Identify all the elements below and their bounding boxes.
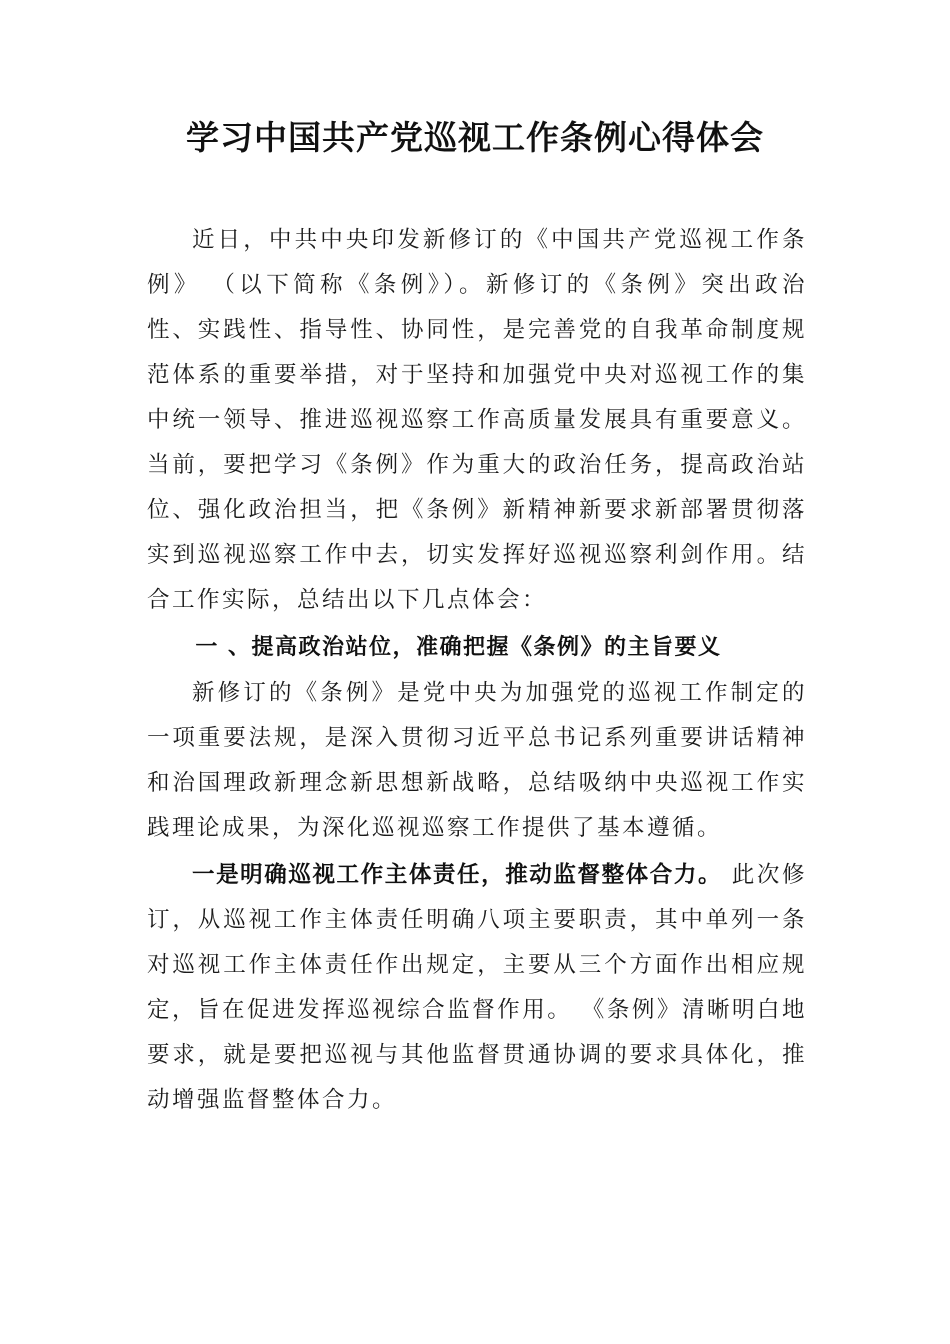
- document-title: 学习中国共产党巡视工作条例心得体会: [186, 118, 764, 157]
- point-1-paragraph: [147, 853, 807, 1123]
- intro-paragraph: 近日，中共中央印发新修订的《中国共产党巡视工作条例》 （以下简称《条例》）。新修订的《条例》突出政治性、实践性、指导性、协同性，是完善党的自我革命制度规范体系的重要举措，对于坚持和加强党中央对巡视工作的集中统一领导、推进巡视巡察工作高质量发展具有重要意义。当前，要把学习《条例》作为重大的政治任务，提高政治站位、强化政治担当，把《条例》新精神新要求新部署贯彻落实到巡视巡察工作中去，切实发挥好巡视巡察利剑作用。结合工作实际，总结出以下几点体会：: [147, 227, 807, 613]
- section-1-paragraph: 新修订的《条例》是党中央为加强党的巡视工作制定的一项重要法规，是深入贯彻习近平总书记系列重要讲话精神和治国理政新理念新思想新战略，总结吸纳中央巡视工作实践理论成果，为深化巡视巡察工作提供了基本遵循。: [147, 680, 807, 841]
- section-heading-1: 一 、提高政治站位，准确把握《条例》的主旨要义: [195, 635, 722, 660]
- document-body: [147, 218, 807, 1123]
- point-1-lead: 一是明确巡视工作主体责任，推动监督整体合力。: [192, 862, 723, 888]
- point-1-text: 此次修订，从巡视工作主体责任明确八项主要职责，其中单列一条对巡视工作主体责任作出规定，主要从三个方面作出相应规定，旨在促进发挥巡视综合监督作用。 《条例》清晰明白地要求，就是要把巡视与其他监督贯通协调的要求具体化，推动增强监督整体合力。: [147, 862, 807, 1113]
